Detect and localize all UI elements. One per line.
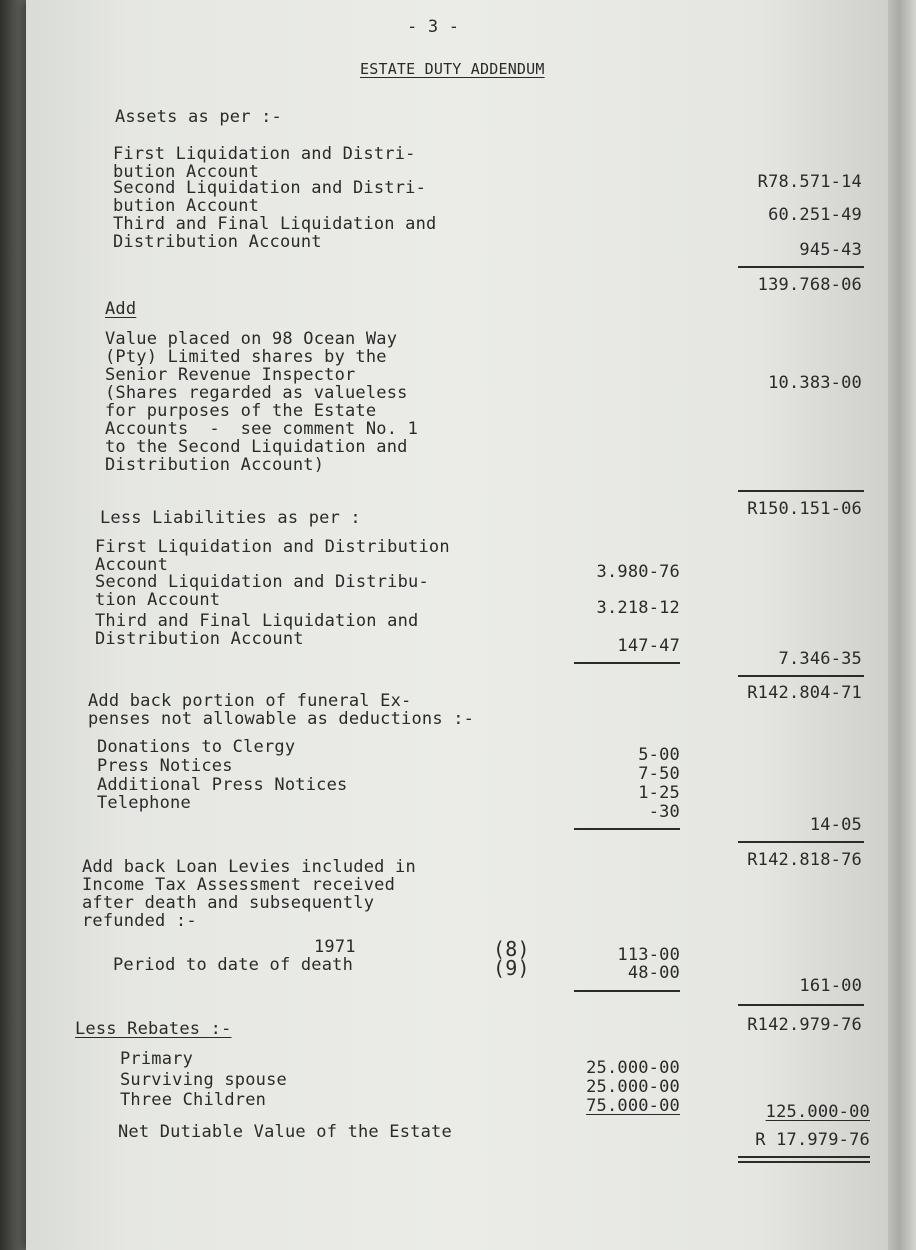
net-double-rule-top (738, 1156, 870, 1158)
add-description: Value placed on 98 Ocean Way (Pty) Limited shares by the Senior Revenue Inspector (Shares regarded as valueless for purposes of the Estate Accounts - see comment No. 1 to the Second Liquidation and Distribution Account) (105, 329, 419, 475)
net-label: Net Dutiable Value of the Estate (118, 1122, 452, 1142)
asset-amount-1: R78.571-14 (757, 172, 862, 192)
asset-label-3: Third and Final Liquidation and Distribution Account (113, 214, 437, 252)
rebates-heading: Less Rebates :- (75, 1019, 232, 1039)
liability-label-2: Second Liquidation and Distribu- tion Account (95, 572, 429, 610)
page-left-edge (0, 0, 26, 1250)
add-amount: 10.383-00 (768, 373, 862, 393)
liabilities-sum-rule (574, 662, 680, 664)
funeral-heading: Add back portion of funeral Ex- penses not allowable as deductions :- (88, 691, 475, 729)
funeral-amount-1: 5-00 (638, 745, 680, 765)
net-amount: R 17.979-76 (755, 1130, 870, 1150)
liability-label-1: First Liquidation and Distribution Account (95, 537, 450, 575)
loan-levies-total: 161-00 (799, 976, 862, 996)
brace-bottom-reference: (9) (493, 956, 530, 980)
liabilities-heading: Less Liabilities as per : (100, 508, 361, 528)
liabilities-balance: R142.804-71 (747, 683, 862, 703)
liability-label-3: Third and Final Liquidation and Distribution Account (95, 611, 419, 649)
rebate-label-3: Three Children (120, 1090, 267, 1110)
liabilities-total: 7.346-35 (778, 649, 862, 669)
loan-levies-heading: Add back Loan Levies included in Income Tax Assessment received after death and subsequently refunded :- (82, 857, 416, 931)
funeral-amount-4: -30 (648, 802, 680, 822)
loan-levies-total-rule (738, 1004, 864, 1006)
assets-subtotal: 139.768-06 (757, 275, 862, 295)
asset-label-2: Second Liquidation and Distri- bution Account (113, 178, 427, 216)
funeral-total-rule (738, 841, 864, 843)
funeral-label-1: Donations to Clergy (97, 737, 296, 757)
loan-levies-amount-2: 48-00 (627, 963, 680, 983)
asset-label-1: First Liquidation and Distri- bution Account (113, 144, 416, 182)
funeral-sum-rule (574, 828, 680, 830)
rebates-total: 125.000-00 (765, 1102, 870, 1122)
assets-heading: Assets as per :- (115, 107, 282, 127)
liability-amount-2: 3.218-12 (596, 598, 680, 618)
rebate-label-2: Surviving spouse (120, 1070, 287, 1090)
liabilities-total-rule (738, 675, 864, 677)
add-heading: Add (105, 299, 137, 319)
funeral-total: 14-05 (809, 815, 862, 835)
assets-subtotal-rule (738, 266, 864, 268)
add-total-rule (738, 490, 864, 492)
page-right-edge (888, 0, 916, 1250)
funeral-amount-2: 7-50 (638, 764, 680, 784)
liability-amount-3: 147-47 (617, 636, 680, 656)
rebate-label-1: Primary (120, 1049, 194, 1069)
loan-levies-balance: R142.979-76 (747, 1015, 862, 1035)
rebate-amount-3: 75.000-00 (586, 1096, 680, 1116)
funeral-label-3: Additional Press Notices (97, 775, 348, 795)
page-number: - 3 - (407, 17, 460, 37)
funeral-label-4: Telephone (97, 793, 191, 813)
rebate-amount-2: 25.000-00 (586, 1077, 680, 1097)
liability-amount-1: 3.980-76 (596, 562, 680, 582)
funeral-amount-3: 1-25 (638, 783, 680, 803)
asset-amount-2: 60.251-49 (768, 205, 862, 225)
loan-levies-sum-rule (574, 990, 680, 992)
funeral-balance: R142.818-76 (747, 850, 862, 870)
net-double-rule-bottom (738, 1161, 870, 1163)
asset-amount-3: 945-43 (799, 240, 862, 260)
loan-levies-year: 1971 (314, 937, 356, 957)
add-total: R150.151-06 (747, 499, 862, 519)
funeral-label-2: Press Notices (97, 756, 233, 776)
loan-levies-amount-1: 113-00 (617, 945, 680, 965)
document-title: ESTATE DUTY ADDENDUM (360, 60, 545, 78)
brace-top-reference: (8) (493, 937, 530, 961)
rebate-amount-1: 25.000-00 (586, 1058, 680, 1078)
loan-levies-period: Period to date of death (113, 955, 354, 975)
